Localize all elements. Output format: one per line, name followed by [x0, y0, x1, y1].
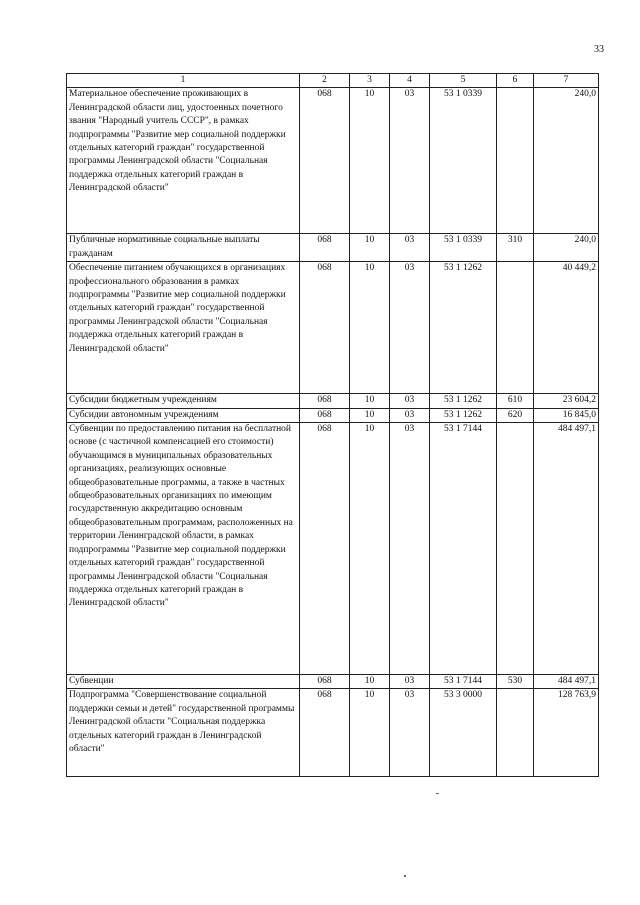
cell-amount: 240,0 [534, 88, 599, 234]
row-description: Обеспечение питанием обучающихся в организациях профессионального образования в рамках подпрограммы "Развитие мер социальной поддержки отдельных категорий граждан" государственной программы Ленинградской области "Социальная поддержка отдельных категорий граждан в Ленинградской области" [67, 262, 300, 394]
cell-section: 10 [350, 88, 390, 234]
table-row [67, 675, 599, 689]
cell-ministry-code: 068 [300, 234, 350, 262]
cell-expense-type [497, 88, 534, 234]
cell-target-article: 53 1 1262 [430, 262, 497, 394]
row-description: Субсидии бюджетным учреждениям [67, 394, 300, 408]
cell-expense-type: 610 [497, 394, 534, 408]
cell-section: 10 [350, 234, 390, 262]
row-description: Субвенции [67, 675, 300, 689]
cell-expense-type: 620 [497, 408, 534, 422]
cell-subsection: 03 [390, 675, 430, 689]
table-row [67, 408, 599, 422]
cell-subsection: 03 [390, 394, 430, 408]
cell-target-article: 53 1 7144 [430, 675, 497, 689]
cell-expense-type [497, 423, 534, 675]
cell-target-article: 53 3 0000 [430, 689, 497, 777]
cell-expense-type: 310 [497, 234, 534, 262]
cell-amount: 240,0 [534, 234, 599, 262]
cell-amount: 23 604,2 [534, 394, 599, 408]
table-row [67, 88, 599, 234]
cell-section: 10 [350, 689, 390, 777]
cell-ministry-code: 068 [300, 262, 350, 394]
header-col-6: 6 [497, 74, 534, 88]
cell-subsection: 03 [390, 408, 430, 422]
cell-subsection: 03 [390, 88, 430, 234]
cell-ministry-code: 068 [300, 675, 350, 689]
cell-section: 10 [350, 262, 390, 394]
header-col-4: 4 [390, 74, 430, 88]
header-row [67, 74, 599, 88]
cell-ministry-code: 068 [300, 408, 350, 422]
cell-section: 10 [350, 408, 390, 422]
cell-ministry-code: 068 [300, 423, 350, 675]
cell-ministry-code: 068 [300, 88, 350, 234]
table-row [67, 394, 599, 408]
cell-expense-type [497, 262, 534, 394]
row-description: Подпрограмма "Совершенствование социальной поддержки семьи и детей" государственной программы Ленинградской области "Социальная поддержка отдельных категорий граждан в Ленинградской области" [67, 689, 300, 777]
table-row [67, 689, 599, 777]
row-description: Материальное обеспечение проживающих в Ленинградской области лиц, удостоенных почетного звания "Народный учитель СССР", в рамках подпрограммы "Развитие мер социальной поддержки отдельных категорий граждан" государственной программы Ленинградской области "Социальная поддержка отдельных категорий граждан в Ленинградской области" [67, 88, 300, 234]
cell-expense-type: 530 [497, 675, 534, 689]
cell-target-article: 53 1 0339 [430, 234, 497, 262]
cell-amount: 484 497,1 [534, 423, 599, 675]
cell-target-article: 53 1 1262 [430, 408, 497, 422]
cell-target-article: 53 1 7144 [430, 423, 497, 675]
row-description: Субсидии автономным учреждениям [67, 408, 300, 422]
cell-amount: 16 845,0 [534, 408, 599, 422]
cell-subsection: 03 [390, 689, 430, 777]
cell-amount: 484 497,1 [534, 675, 599, 689]
row-description: Публичные нормативные социальные выплаты гражданам [67, 234, 300, 262]
cell-amount: 40 449,2 [534, 262, 599, 394]
cell-target-article: 53 1 1262 [430, 394, 497, 408]
cell-subsection: 03 [390, 262, 430, 394]
cell-ministry-code: 068 [300, 394, 350, 408]
header-col-5: 5 [430, 74, 497, 88]
scan-speck [436, 793, 439, 794]
cell-subsection: 03 [390, 234, 430, 262]
cell-expense-type [497, 689, 534, 777]
table-row [67, 423, 599, 675]
table-row [67, 234, 599, 262]
table-row [67, 262, 599, 394]
scan-speck [404, 875, 406, 877]
row-description: Субвенции по предоставлению питания на бесплатной основе (с частичной компенсацией его стоимости) обучающимся в муниципальных образовательных организациях, реализующих основные общеобразовательные программы, а также в частных общеобразовательных организациях по имеющим государственную аккредитацию основным общеобразовательным программам, расположенных на территории Ленинградской области, в рамках подпрограммы "Развитие мер социальной поддержки отдельных категорий граждан" государственной программы Ленинградской области "Социальная поддержка отдельных категорий граждан в Ленинградской области" [67, 423, 300, 675]
header-col-7: 7 [534, 74, 599, 88]
cell-section: 10 [350, 423, 390, 675]
budget-table [66, 73, 599, 777]
page-number: 33 [594, 44, 604, 55]
cell-section: 10 [350, 394, 390, 408]
header-col-3: 3 [350, 74, 390, 88]
cell-subsection: 03 [390, 423, 430, 675]
cell-amount: 128 763,9 [534, 689, 599, 777]
cell-target-article: 53 1 0339 [430, 88, 497, 234]
cell-ministry-code: 068 [300, 689, 350, 777]
cell-section: 10 [350, 675, 390, 689]
header-col-2: 2 [300, 74, 350, 88]
header-col-1: 1 [67, 74, 300, 88]
